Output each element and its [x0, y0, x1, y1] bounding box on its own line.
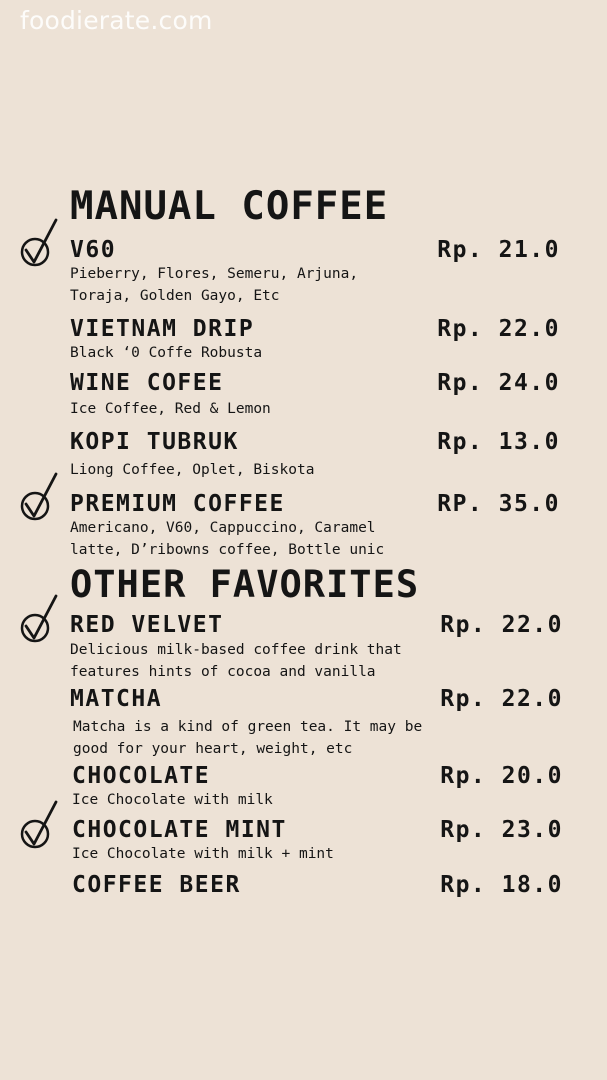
item-name: CHOCOLATE [72, 763, 211, 789]
item-desc-line: Liong Coffee, Oplet, Biskota [70, 462, 315, 478]
item-price: Rp. 13.0 [437, 429, 560, 455]
item-name: KOPI TUBRUK [70, 429, 239, 455]
item-price: Rp. 21.0 [437, 237, 560, 263]
item-desc-line: Ice Coffee, Red & Lemon [70, 401, 271, 417]
item-price: Rp. 24.0 [437, 370, 560, 396]
item-name: VIETNAM DRIP [70, 316, 255, 342]
checkmark-icon [18, 470, 64, 524]
checkmark-icon [18, 592, 64, 646]
item-price: Rp. 22.0 [437, 316, 560, 342]
checkmark-icon [18, 216, 64, 270]
watermark: foodierate.com [20, 6, 213, 35]
item-price: Rp. 22.0 [440, 612, 563, 638]
item-price: Rp. 18.0 [440, 872, 563, 898]
item-desc-line: features hints of cocoa and vanilla [70, 664, 376, 680]
checkmark-icon [18, 798, 64, 852]
item-desc-line: Americano, V60, Cappuccino, Caramel [70, 520, 376, 536]
item-name: CHOCOLATE MINT [72, 817, 287, 843]
item-desc-line: latte, D’ribowns coffee, Bottle unic [70, 542, 385, 558]
item-name: V60 [70, 237, 117, 263]
item-desc-line: Ice Chocolate with milk + mint [72, 846, 334, 862]
item-desc-line: Pieberry, Flores, Semeru, Arjuna, [70, 266, 359, 282]
item-price: Rp. 20.0 [440, 763, 563, 789]
item-desc-line: Delicious milk-based coffee drink that [70, 642, 402, 658]
item-desc-line: Black ‘0 Coffe Robusta [70, 345, 263, 361]
section-title-other-favorites: OTHER FAVORITES [70, 563, 420, 606]
item-price: RP. 35.0 [437, 491, 560, 517]
item-name: MATCHA [70, 686, 163, 712]
item-name: RED VELVET [70, 612, 224, 638]
item-desc-line: Toraja, Golden Gayo, Etc [70, 288, 280, 304]
item-desc-line: Matcha is a kind of green tea. It may be [73, 719, 423, 735]
item-price: Rp. 23.0 [440, 817, 563, 843]
section-title-manual-coffee: MANUAL COFFEE [70, 184, 389, 229]
item-price: Rp. 22.0 [440, 686, 563, 712]
item-name: COFFEE BEER [72, 872, 241, 898]
item-desc-line: good for your heart, weight, etc [73, 741, 353, 757]
item-name: PREMIUM COFFEE [70, 491, 285, 517]
item-desc-line: Ice Chocolate with milk [72, 792, 273, 808]
item-name: WINE COFEE [70, 370, 224, 396]
